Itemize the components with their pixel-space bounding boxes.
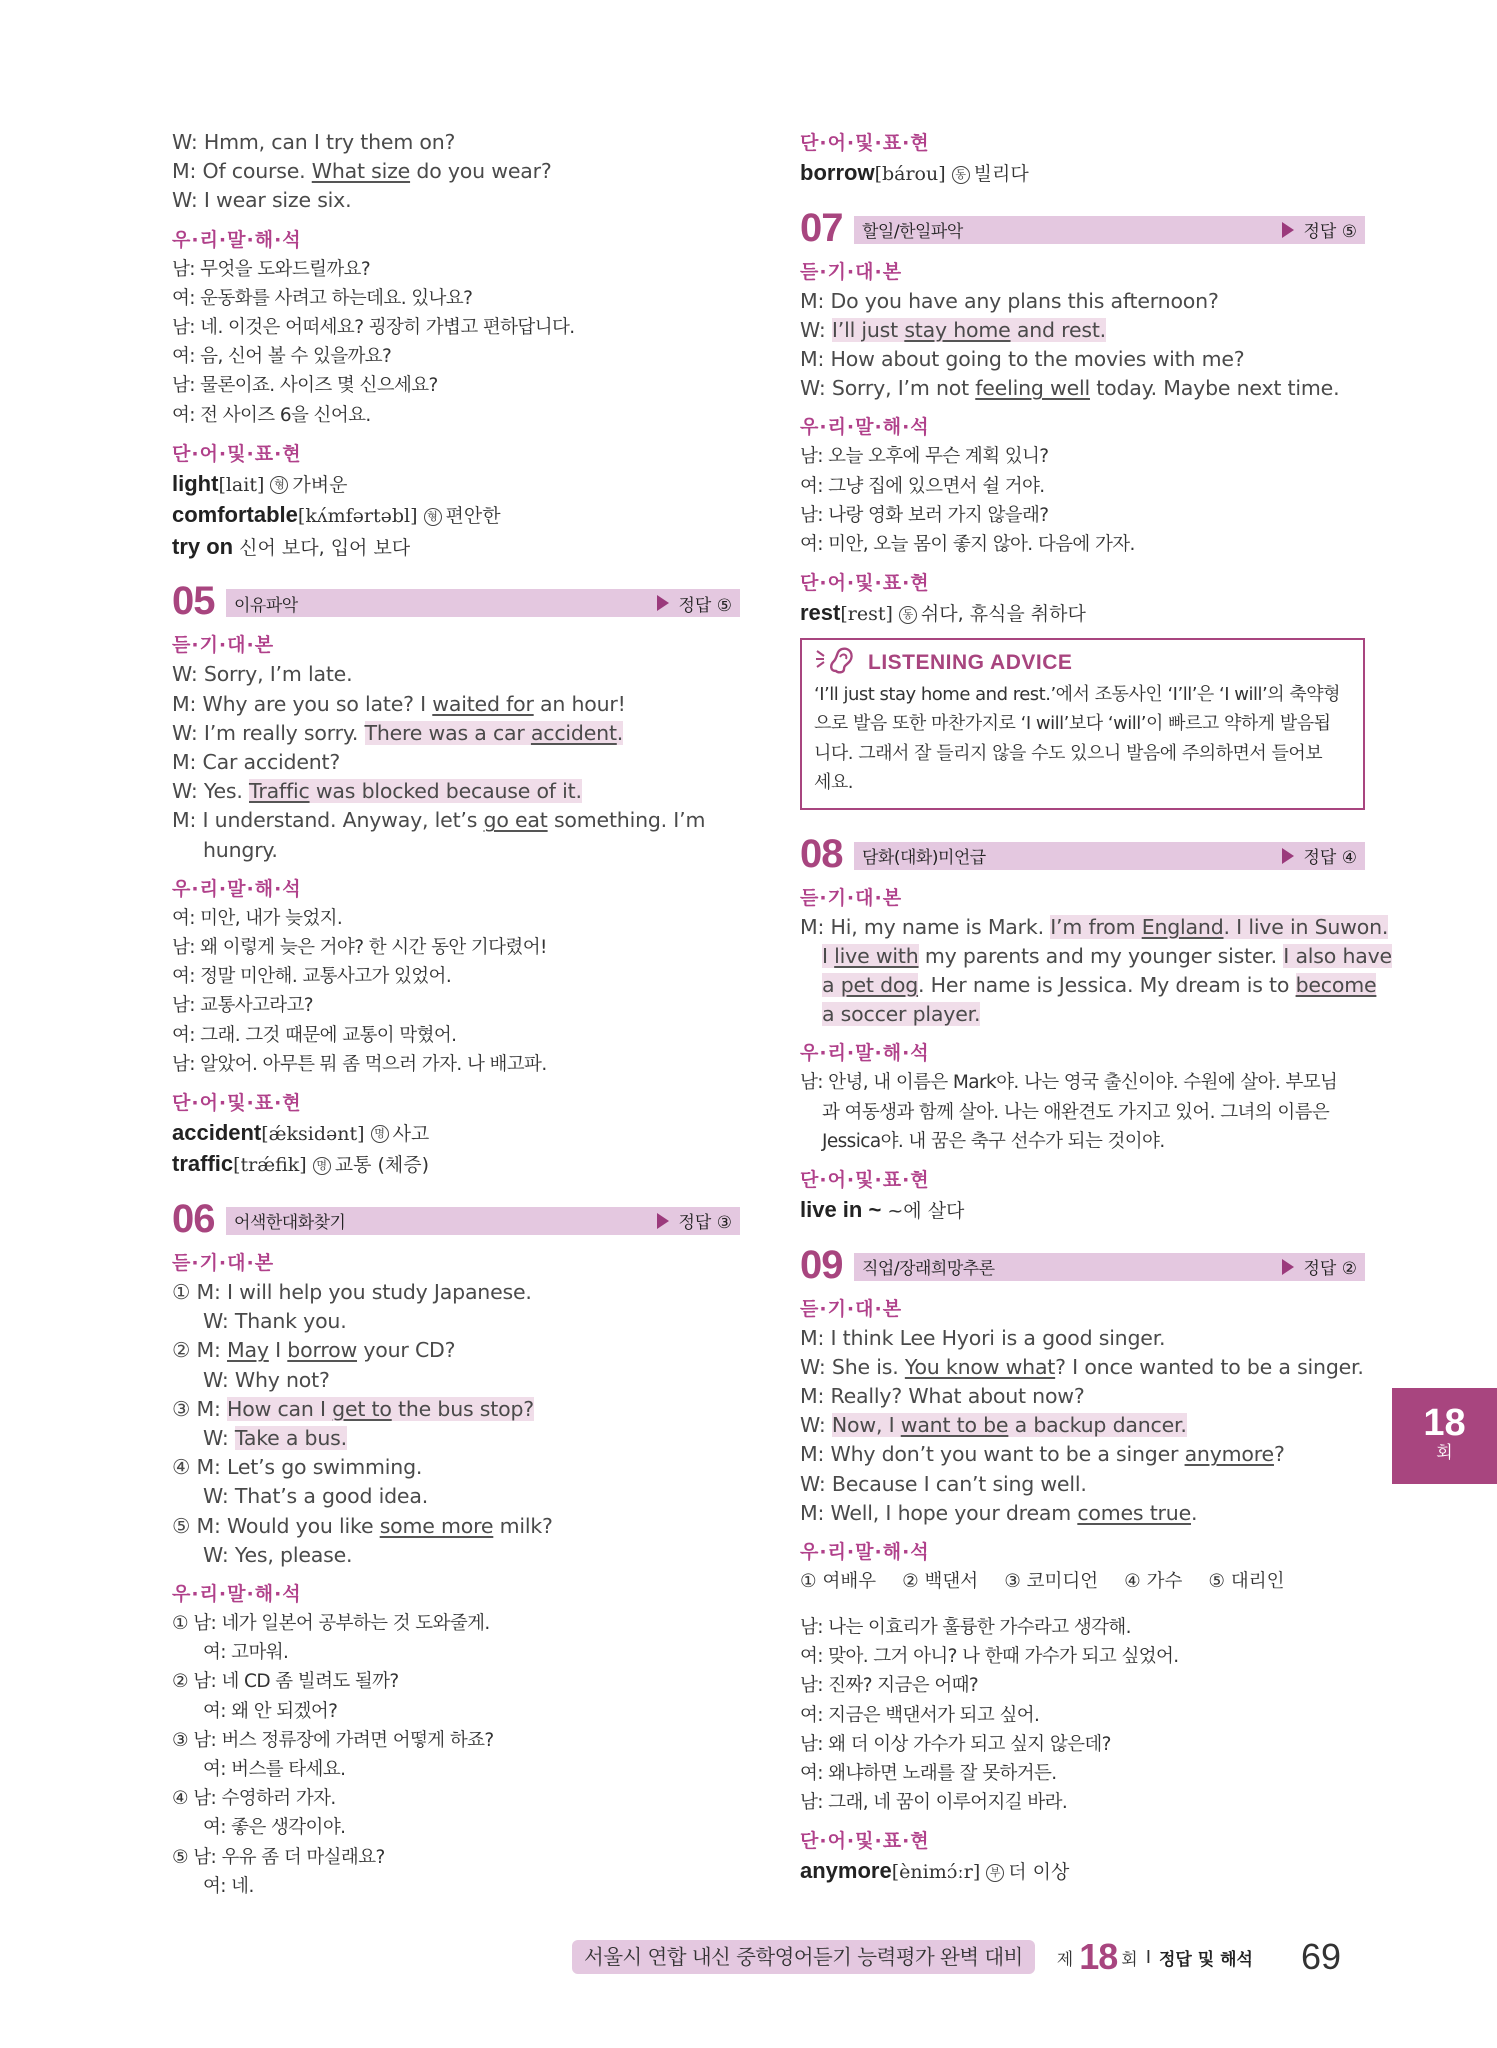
translation-line: 남: 알았어. 아무튼 뭐 좀 먹으러 가자. 나 배고파. — [172, 1053, 547, 1075]
question-number: 09 — [800, 1242, 843, 1287]
text-run: I’ll just — [831, 317, 905, 342]
part-of-speech-badge: 동 — [952, 166, 970, 184]
vocab-pronunciation: [kʌ́mfərtəbl] — [297, 505, 418, 528]
script-line: W: Because I can’t sing well. — [800, 1471, 1087, 1496]
underlined-phrase: want to be — [900, 1413, 1009, 1438]
text-run: W: Yes. — [172, 779, 250, 804]
answer-text: 정답 ③ — [678, 1213, 732, 1234]
translation-line: ③ 남: 버스 정류장에 가려면 어떻게 하죠? — [172, 1729, 494, 1751]
translation-line: 남: 네. 이것은 어떠세요? 굉장히 가볍고 편하답니다. — [172, 317, 575, 339]
vocab-word: light — [172, 470, 219, 496]
vocab-word: accident — [172, 1119, 262, 1145]
highlighted-answer: a soccer player. — [822, 1002, 981, 1027]
question-number: 07 — [800, 205, 843, 250]
text-run: I — [268, 1338, 288, 1363]
question-type-bar — [854, 1253, 1365, 1281]
part-of-speech-badge: 명 — [313, 1157, 331, 1175]
vocab-pronunciation: [trǽfik] — [233, 1154, 307, 1177]
choice-item: ② 백댄서 — [902, 1570, 979, 1592]
text-run: W: Sorry, I’m not — [800, 376, 976, 401]
translation-line: 여: 맞아. 그거 아니? 나 한때 가수가 되고 싶었어. — [800, 1646, 1179, 1668]
highlighted-answer — [832, 318, 1106, 342]
vocab-entry — [800, 1195, 1365, 1227]
vocab-word: borrow — [800, 160, 875, 185]
listening-script-label: 듣·기·대·본 — [172, 1251, 275, 1274]
vocabulary-label: 단·어·및·표·현 — [800, 572, 930, 595]
text-run: ③ M: — [172, 1396, 228, 1421]
answer-label — [1282, 1254, 1358, 1279]
vocab-entry — [172, 500, 740, 532]
vocab-word: comfortable — [172, 502, 298, 528]
vocab-meaning: 쉬다, 휴식을 취하다 — [920, 603, 1086, 626]
translation-line: 여: 버스를 타세요. — [203, 1759, 346, 1781]
text-run: W: I’m really sorry. — [172, 720, 365, 745]
advice-line: ‘I’ll just stay home and rest.’에서 조동사인 ‘I’ll’은 ‘I will’의 축약형 — [814, 683, 1341, 705]
text-run: . — [1191, 1500, 1198, 1525]
script-line: M: Car accident? — [172, 749, 341, 774]
left-column — [172, 128, 740, 1901]
script-line — [172, 690, 740, 719]
highlighted-answer: I live in Suwon. — [1236, 914, 1389, 939]
vocab-pronunciation: [ǽksidənt] — [261, 1122, 365, 1145]
korean-translation-label: 우·리·말·해·석 — [172, 1583, 302, 1605]
answer-choices — [800, 1567, 1365, 1597]
translation-line: ⑤ 남: 우유 좀 더 마실래요? — [172, 1846, 385, 1868]
text-run: M: Why are you so late? I — [172, 691, 433, 716]
korean-translation-label: 우·리·말·해·석 — [172, 228, 302, 251]
text-run: ⑤ M: Would you like — [172, 1513, 380, 1538]
script-line: W: I wear size six. — [172, 188, 352, 213]
part-of-speech-badge: 형 — [424, 508, 442, 526]
script-line — [800, 1440, 1365, 1469]
vocab-word: live in ~ — [800, 1197, 882, 1223]
vocabulary-label: 단·어·및·표·현 — [172, 442, 302, 465]
question-header-09 — [800, 1241, 1365, 1285]
highlighted-answer — [249, 779, 582, 803]
page-number: 69 — [1300, 1936, 1341, 1977]
advice-title-text: LISTENING ADVICE — [868, 650, 1073, 674]
script-line — [172, 806, 740, 835]
vocab-pronunciation: [rest] — [840, 603, 893, 626]
part-of-speech-badge: 부 — [986, 1864, 1004, 1882]
round-tab-label: 회 — [1436, 1443, 1453, 1463]
underlined-phrase: some more — [379, 1513, 494, 1538]
part-of-speech-badge: 형 — [270, 476, 288, 494]
vocabulary-label: 단·어·및·표·현 — [800, 1169, 930, 1192]
answer-text: 정답 ⑤ — [1303, 222, 1357, 242]
choice-item: ⑤ 대리인 — [1208, 1570, 1285, 1592]
translation-line: 남: 교통사고라고? — [172, 995, 314, 1017]
right-column — [800, 128, 1392, 1888]
listening-script-label: 듣·기·대·본 — [172, 634, 275, 657]
translation-line: 남: 나랑 영화 보러 가지 않을래? — [800, 504, 1049, 526]
vocab-meaning: 교통 (체증) — [334, 1154, 429, 1177]
script-line: W: Sorry, I’m late. — [172, 662, 353, 687]
script-line — [800, 913, 1389, 942]
text-run: an hour! — [533, 691, 626, 716]
ear-icon — [814, 645, 858, 681]
highlighted-answer: I also have — [1283, 943, 1392, 968]
vocab-meaning: 빌리다 — [973, 163, 1029, 185]
text-run: How can I — [227, 1396, 333, 1421]
script-line — [172, 1424, 740, 1453]
translation-line: 남: 그래, 네 꿈이 이루어지길 바라. — [800, 1792, 1068, 1814]
script-line — [800, 316, 1365, 345]
underlined-phrase: waited for — [432, 691, 534, 716]
highlighted-answer — [227, 1397, 534, 1421]
script-line — [172, 157, 740, 186]
text-run: my parents and my younger sister. — [918, 943, 1284, 968]
script-line: W: That’s a good idea. — [203, 1484, 429, 1509]
advice-line: 세요. — [814, 772, 853, 794]
footer-prefix: 제 — [1056, 1949, 1074, 1970]
text-run: ② M: — [172, 1338, 228, 1363]
text-run: . — [616, 720, 624, 745]
vocab-entry — [800, 1856, 1365, 1888]
vocabulary-label: 단·어·및·표·현 — [172, 1091, 302, 1114]
advice-line: 으로 발음 또한 마찬가지로 ‘I will’보다 ‘will’이 빠르고 약하게 발음됩 — [814, 713, 1331, 735]
translation-line: ② 남: 네 CD 좀 빌려도 될까? — [172, 1671, 399, 1693]
script-line: W: Why not? — [203, 1367, 330, 1392]
text-run: M: Well, I hope your dream — [800, 1500, 1078, 1525]
translation-line: 남: 왜 이렇게 늦은 거야? 한 시간 동안 기다렸어! — [172, 936, 547, 958]
highlighted-answer — [365, 721, 624, 745]
question-type-bar — [854, 842, 1365, 870]
triangle-icon — [1282, 848, 1294, 864]
script-line — [800, 1411, 1365, 1440]
script-line: W: Thank you. — [203, 1309, 347, 1334]
translation-line: 남: 나는 이효리가 훌륭한 가수라고 생각해. — [800, 1616, 1131, 1638]
page-footer — [572, 1936, 1341, 1978]
script-line — [800, 971, 1377, 1000]
vocab-pronunciation: [lait] — [218, 473, 265, 496]
text-run: do you wear? — [410, 159, 552, 184]
underlined-phrase: Traffic — [249, 779, 310, 804]
advice-line: 니다. 그래서 잘 들리지 않을 수도 있으니 발음에 주의하면서 들어보 — [814, 742, 1323, 764]
korean-translation-label: 우·리·말·해·석 — [800, 1540, 930, 1563]
underlined-phrase: You know what — [904, 1354, 1056, 1379]
footer-round-number: 18 — [1079, 1936, 1118, 1977]
translation-line: 여: 그냥 집에 있으면서 쉴 거야. — [800, 475, 1045, 497]
choice-item: ③ 코미디언 — [1004, 1570, 1099, 1592]
script-line: ① M: I will help you study Japanese. — [172, 1279, 532, 1304]
text-run: the bus stop? — [391, 1396, 534, 1421]
triangle-icon — [657, 1213, 669, 1229]
part-of-speech-badge: 명 — [371, 1125, 389, 1143]
highlighted-answer — [822, 973, 918, 997]
question-type-bar — [226, 589, 740, 617]
text-run: your CD? — [357, 1338, 456, 1363]
script-line — [172, 777, 740, 806]
script-line — [800, 374, 1365, 403]
vocabulary-label: 단·어·및·표·현 — [800, 132, 930, 154]
vocab-meaning: ~에 살다 — [887, 1200, 965, 1223]
vocab-pronunciation: [bárou] — [874, 163, 946, 185]
translation-line: 여: 음, 신어 볼 수 있을까요? — [172, 346, 392, 368]
script-line — [172, 719, 740, 748]
script-line: M: Really? What about now? — [800, 1383, 1085, 1408]
vocab-meaning: 사고 — [392, 1122, 430, 1145]
vocab-entry — [172, 469, 740, 501]
triangle-icon — [1282, 222, 1294, 238]
translation-line: ① 남: 네가 일본어 공부하는 것 도와줄게. — [172, 1613, 490, 1634]
underlined-phrase: May — [227, 1338, 269, 1363]
text-run: There was a car — [364, 720, 531, 745]
question-type: 어색한대화찾기 — [234, 1213, 346, 1234]
text-run: I’m from — [1050, 914, 1142, 939]
translation-line: ④ 남: 수영하러 가자. — [172, 1788, 336, 1810]
round-tab-number: 18 — [1423, 1402, 1466, 1444]
text-run: M: Hi, my name is Mark. — [800, 914, 1051, 939]
vocab-meaning: 가벼운 — [292, 473, 348, 496]
choice-item: ④ 가수 — [1124, 1570, 1183, 1592]
translation-line: 여: 정말 미안해. 교통사고가 있었어. — [172, 966, 452, 988]
script-line: ④ M: Let’s go swimming. — [172, 1455, 423, 1480]
text-run: today. Maybe next time. — [1089, 376, 1340, 401]
script-line — [172, 1395, 740, 1424]
underlined-phrase: anymore — [1184, 1442, 1274, 1467]
text-run: a backup dancer. — [1008, 1413, 1187, 1438]
text-run: M: Why don’t you want to be a singer — [800, 1442, 1185, 1467]
text-run: something. I’m — [547, 808, 706, 833]
question-type-bar — [226, 1207, 740, 1235]
text-run: . Her name is Jessica. My dream is to — [918, 973, 1296, 998]
vocab-entry — [172, 532, 740, 564]
question-header-07 — [800, 204, 1365, 248]
script-line — [800, 1353, 1365, 1382]
underlined-phrase: live with — [834, 943, 919, 968]
underlined-phrase: What size — [311, 159, 411, 184]
translation-line: 과 여동생과 함께 살아. 나는 애완견도 가지고 있어. 그녀의 이름은 — [822, 1101, 1330, 1123]
translation-line: 여: 미안, 내가 늦었지. — [172, 907, 343, 929]
korean-translation-label: 우·리·말·해·석 — [172, 877, 302, 900]
script-line — [800, 1499, 1365, 1528]
underlined-phrase: feeling well — [975, 376, 1090, 401]
answer-text: 정답 ④ — [1303, 848, 1357, 869]
text-run: Now, I — [831, 1413, 901, 1438]
question-type: 담화(대화)미언급 — [862, 848, 986, 869]
script-line — [800, 942, 1392, 971]
translation-line: 여: 고마워. — [203, 1642, 289, 1664]
script-line: hungry. — [203, 837, 278, 862]
highlighted-answer — [1050, 915, 1236, 939]
answer-label — [1282, 217, 1358, 242]
question-type: 이유파악 — [234, 595, 298, 616]
answer-label — [1282, 843, 1358, 868]
highlighted-answer — [822, 944, 919, 968]
vocab-meaning: 편안한 — [445, 505, 501, 528]
choice-item: ① 여배우 — [800, 1570, 877, 1592]
listening-advice-box — [800, 638, 1365, 810]
question-number: 08 — [800, 831, 843, 876]
vocab-entry — [172, 1118, 740, 1150]
korean-translation-label: 우·리·말·해·석 — [800, 416, 930, 439]
highlighted-answer: Take a bus. — [234, 1425, 347, 1450]
script-line: M: How about going to the movies with me? — [800, 346, 1245, 371]
translation-line: 여: 네. — [203, 1875, 254, 1897]
script-line — [172, 1512, 740, 1541]
translation-line: 여: 그래. 그것 때문에 교통이 막혔어. — [172, 1024, 457, 1046]
question-type-bar — [854, 216, 1365, 244]
translation-line: 여: 좋은 생각이야. — [203, 1817, 346, 1839]
vocab-pronunciation: [ènimɔ́ːr] — [891, 1861, 981, 1884]
script-line: M: I think Lee Hyori is a good singer. — [800, 1325, 1166, 1350]
text-run: M: Of course. — [172, 159, 312, 184]
underlined-phrase: accident — [530, 720, 617, 745]
text-run: W: — [203, 1425, 235, 1450]
question-header-06 — [172, 1195, 740, 1239]
triangle-icon — [657, 595, 669, 611]
underlined-phrase: comes true — [1077, 1500, 1191, 1525]
listening-script-label: 듣·기·대·본 — [800, 260, 903, 283]
answer-label — [657, 1208, 733, 1233]
text-run: ? I once wanted to be a singer. — [1055, 1354, 1364, 1379]
text-run: and rest. — [1010, 317, 1106, 342]
highlighted-answer — [832, 1413, 1187, 1437]
script-line: M: Do you have any plans this afternoon? — [800, 288, 1219, 313]
highlighted-answer: become — [1295, 973, 1377, 998]
script-line: W: Hmm, can I try them on? — [172, 130, 456, 154]
text-run: . — [1223, 914, 1237, 939]
translation-line: 여: 왜 안 되겠어? — [203, 1700, 338, 1722]
vocab-word: traffic — [172, 1151, 234, 1177]
translation-line: 남: 진짜? 지금은 어때? — [800, 1675, 979, 1697]
question-header-05 — [172, 577, 740, 624]
round-tab — [1392, 1388, 1497, 1484]
translation-line: 남: 왜 더 이상 가수가 되고 싶지 않은데? — [800, 1733, 1111, 1755]
translation-line: 남: 물론이죠. 사이즈 몇 신으세요? — [172, 375, 438, 397]
text-run: W: She is. — [800, 1354, 905, 1379]
underlined-phrase: pet dog — [840, 973, 919, 998]
underlined-phrase: borrow — [287, 1338, 358, 1363]
translation-line: 여: 운동화를 사려고 하는데요. 있나요? — [172, 287, 473, 309]
vocab-entry — [172, 1149, 740, 1181]
vocab-meaning: 더 이상 — [1008, 1861, 1070, 1884]
vocab-word: rest — [800, 600, 841, 626]
translation-line: 여: 미안, 오늘 몸이 좋지 않아. 다음에 가자. — [800, 533, 1135, 555]
translation-line: 남: 오늘 오후에 무슨 계획 있니? — [800, 446, 1049, 468]
footer-section: 정답 및 해석 — [1159, 1949, 1253, 1970]
footer-round-suffix: 회 — [1121, 1949, 1138, 1970]
translation-line: 여: 전 사이즈 6을 신어요. — [172, 404, 371, 426]
part-of-speech-badge: 동 — [899, 606, 917, 624]
script-line — [800, 1000, 1365, 1029]
question-number: 06 — [172, 1196, 215, 1241]
text-run: W: — [800, 317, 832, 342]
underlined-phrase: stay home — [904, 317, 1011, 342]
text-run: milk? — [493, 1513, 553, 1538]
listening-script-label: 듣·기·대·본 — [800, 886, 903, 909]
underlined-phrase: go eat — [483, 808, 548, 833]
text-run: a — [822, 973, 841, 998]
translation-line: 여: 지금은 백댄서가 되고 싶어. — [800, 1704, 1040, 1726]
underlined-phrase: England — [1141, 914, 1224, 939]
book-title: 서울시 연합 내신 중학영어듣기 능력평가 완벽 대비 — [572, 1940, 1035, 1974]
question-type: 할일/한일파악 — [862, 222, 963, 242]
translation-line: 여: 왜냐하면 노래를 잘 못하거든. — [800, 1762, 1057, 1784]
vocab-entry — [800, 158, 1365, 190]
text-run: was blocked because of it. — [309, 779, 582, 804]
answer-text: 정답 ⑤ — [678, 595, 732, 616]
listening-script-label: 듣·기·대·본 — [800, 1297, 903, 1320]
vocab-word: anymore — [800, 1858, 892, 1884]
footer-separator: I — [1145, 1946, 1151, 1968]
translation-line: 남: 안녕, 내 이름은 Mark야. 나는 영국 출신이야. 수원에 살아. 부모님 — [800, 1072, 1338, 1094]
underlined-phrase: get to — [332, 1396, 392, 1421]
question-number: 05 — [172, 579, 215, 624]
text-run: W: — [800, 1413, 832, 1438]
answer-label — [657, 591, 733, 616]
advice-title — [814, 646, 1351, 680]
text-run: M: I understand. Anyway, let’s — [172, 808, 484, 833]
vocabulary-label: 단·어·및·표·현 — [800, 1830, 930, 1853]
triangle-icon — [1282, 1259, 1294, 1275]
text-run: I — [822, 943, 835, 968]
translation-line: 남: 무엇을 도와드릴까요? — [172, 258, 371, 280]
vocab-entry — [800, 598, 1365, 630]
question-header-08 — [800, 830, 1365, 874]
script-line — [172, 1336, 740, 1365]
translation-line: Jessica야. 내 꿈은 축구 선수가 되는 것이야. — [822, 1130, 1165, 1152]
text-run: ? — [1273, 1442, 1285, 1467]
korean-translation-label: 우·리·말·해·석 — [800, 1042, 930, 1065]
vocab-meaning: 신어 보다, 입어 보다 — [239, 536, 411, 559]
script-line: W: Yes, please. — [203, 1542, 353, 1567]
vocab-word: try on — [172, 533, 234, 559]
answer-text: 정답 ② — [1303, 1259, 1357, 1280]
question-type: 직업/장래희망추론 — [862, 1259, 995, 1280]
